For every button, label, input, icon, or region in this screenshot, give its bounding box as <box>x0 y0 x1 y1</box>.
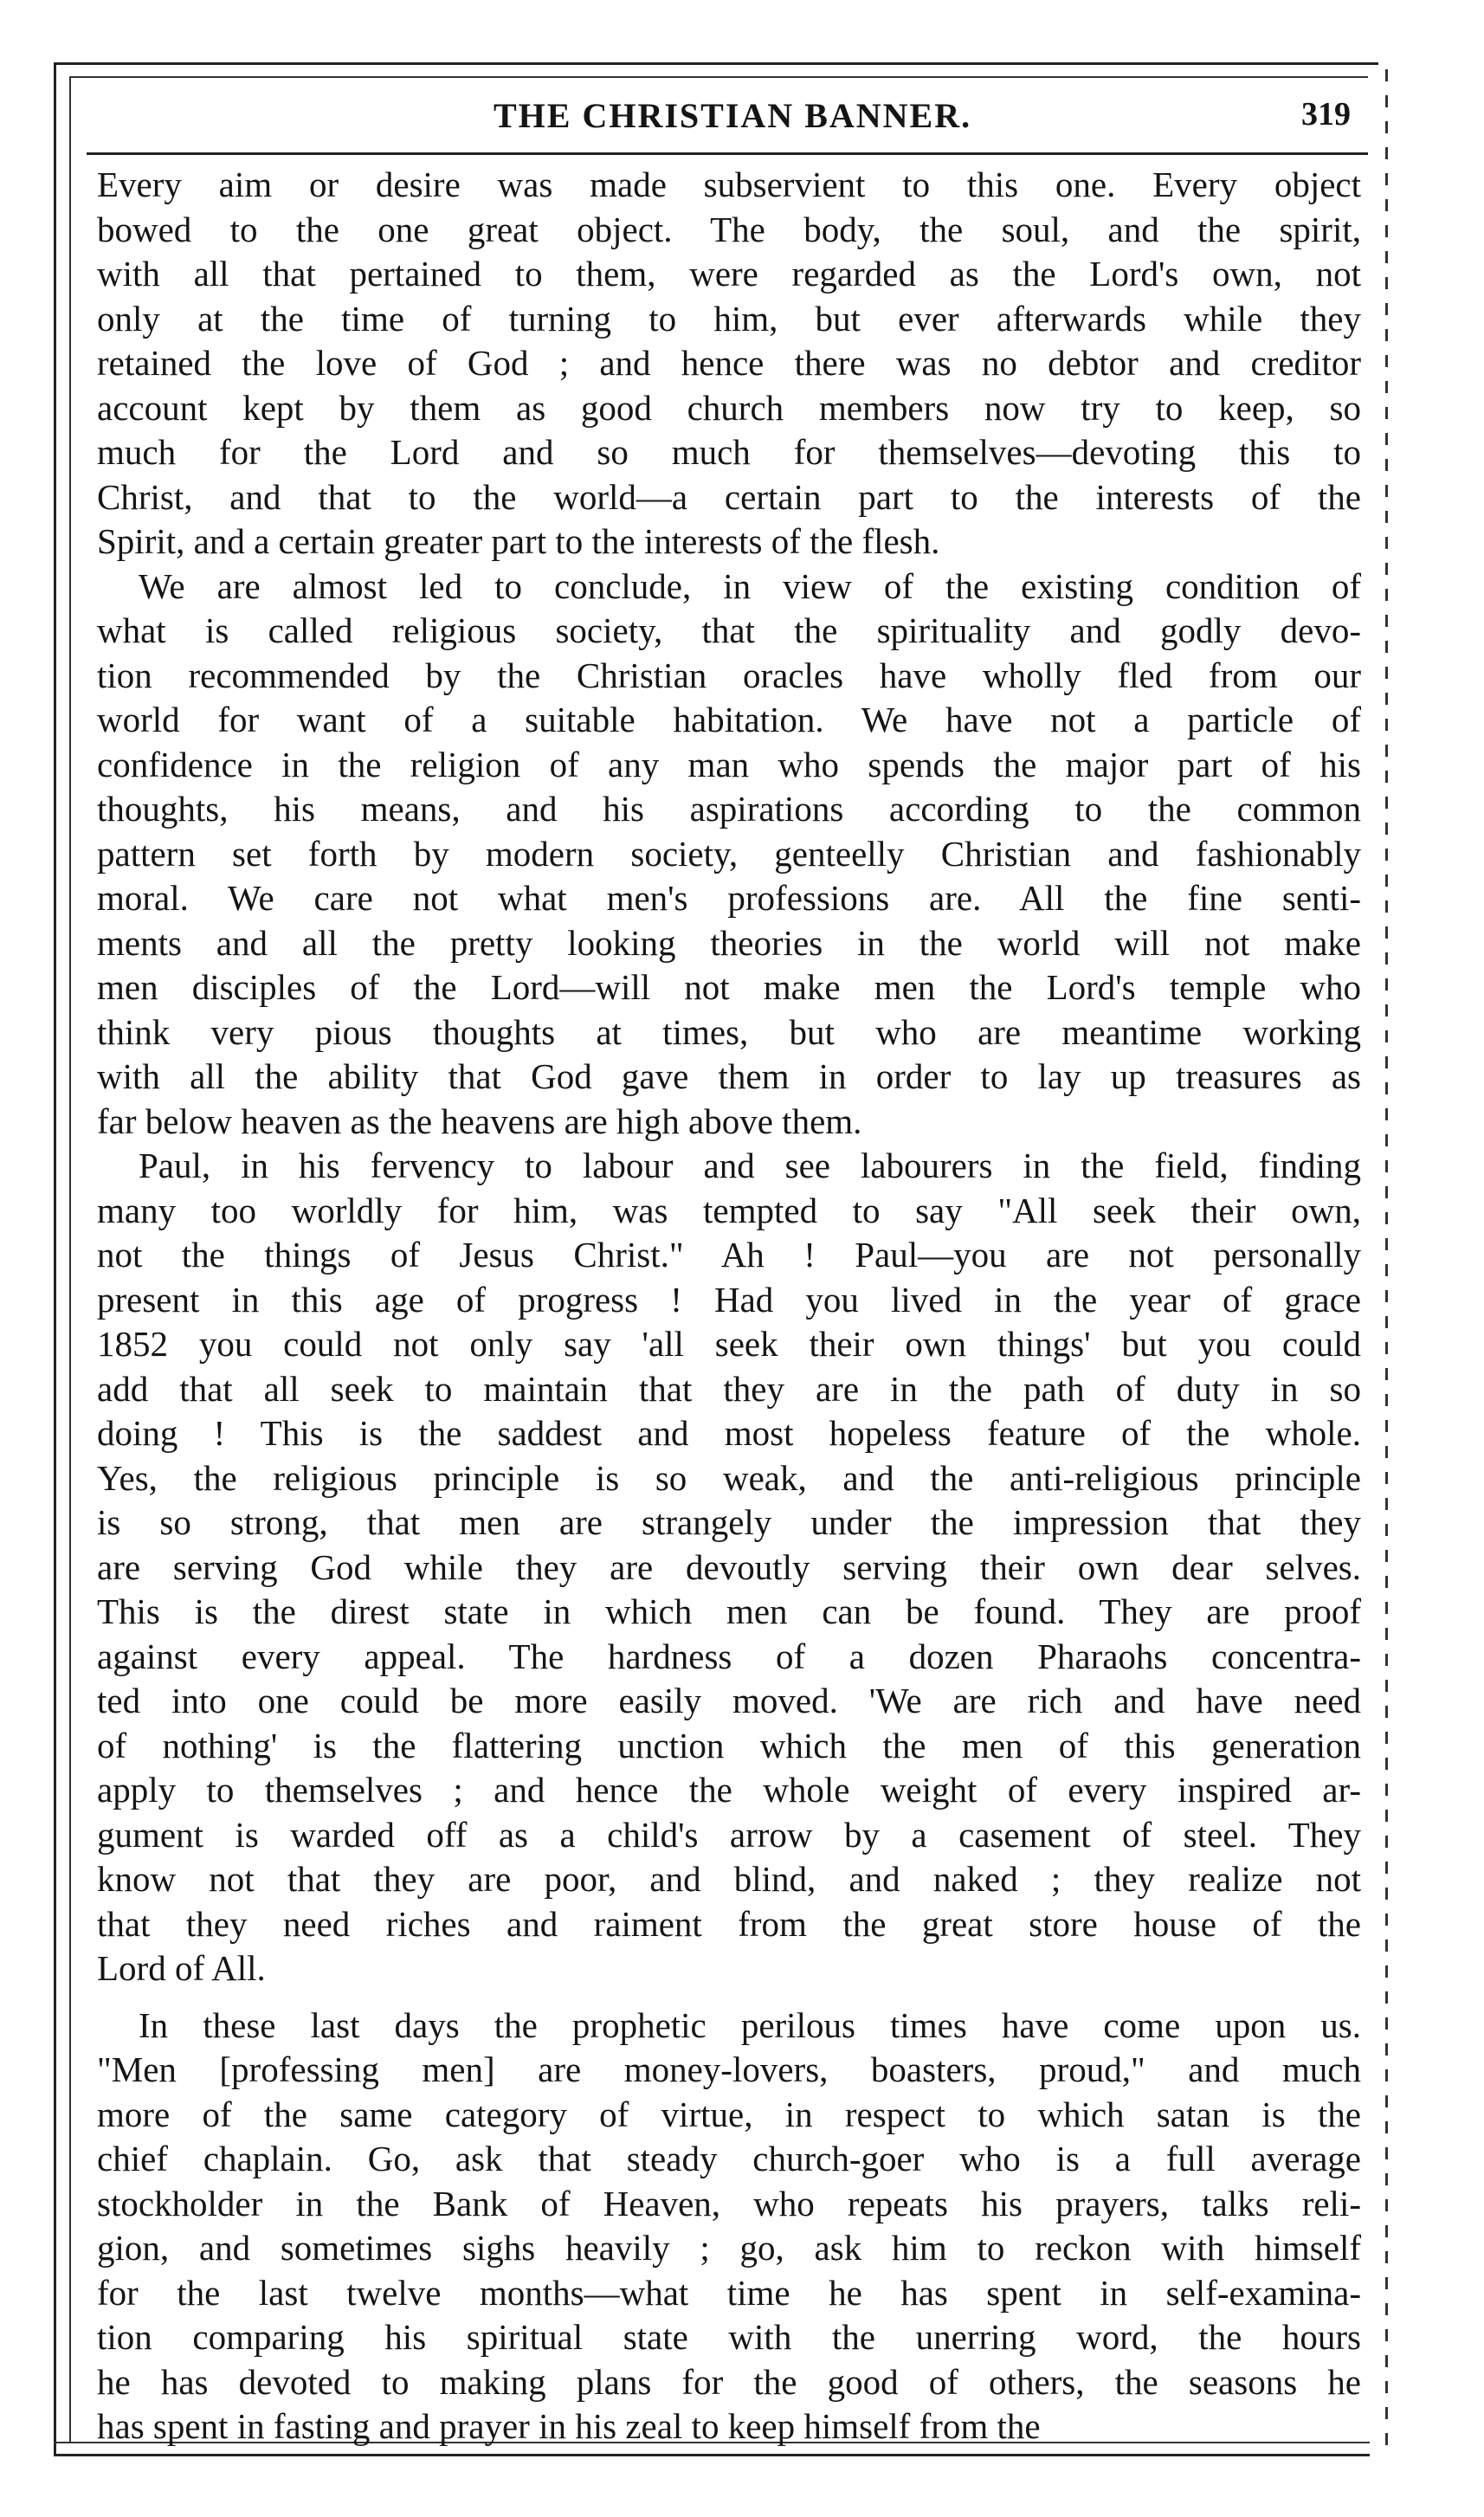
text-line: what is called religious society, that the spirituality and godly devo- <box>97 610 1361 650</box>
text-line: This is the direst state in which men can be found. They are proof <box>97 1591 1361 1631</box>
page-title: THE CHRISTIAN BANNER. <box>494 96 972 135</box>
text-line: bowed to the one great object. The body, the soul, and the spirit, <box>97 209 1361 249</box>
frame-rule-bottom-outer <box>54 2454 1370 2456</box>
text-line: know not that they are poor, and blind, and naked ; they realize not <box>97 1859 1361 1899</box>
text-line: Paul, in his fervency to labour and see labourers in the field, finding <box>139 1146 1361 1185</box>
text-line: ted into one could be more easily moved. 'We are rich and have need <box>97 1681 1361 1720</box>
text-line: 1852 you could not only say 'all seek their own things' but you could <box>97 1324 1361 1364</box>
text-line: world for want of a suitable habitation. We have not a particle of <box>97 700 1361 739</box>
text-line: Christ, and that to the world—a certain part to the interests of the <box>97 476 1361 517</box>
text-line: are serving God while they are devoutly serving their own dear selves. <box>97 1546 1361 1587</box>
text-line: tion comparing his spiritual state with the unerring word, the hours <box>97 2317 1361 2357</box>
frame-rule-top-outer <box>54 62 1378 65</box>
text-line: moral. We care not what men's professions are. All the fine senti- <box>97 878 1361 918</box>
text-line: In these last days the prophetic perilous times have come upon us. <box>139 2004 1361 2045</box>
text-line: only at the time of turning to him, but ever afterwards while they <box>97 298 1361 339</box>
text-line: Lord of All. <box>97 1948 266 1988</box>
text-line: tion recommended by the Christian oracles have wholly fled from our <box>97 655 1361 695</box>
text-line: far below heaven as the heavens are high above them. <box>97 1100 862 1141</box>
frame-rule-right-dashed <box>1385 69 1388 2450</box>
text-line: has spent in fasting and prayer in his zeal to keep himself from the <box>97 2406 1041 2446</box>
text-line: doing ! This is the saddest and most hopeless feature of the whole. <box>97 1413 1361 1453</box>
text-line: gument is warded off as a child's arrow by a casement of steel. They <box>97 1814 1361 1855</box>
paragraph-gap <box>97 1991 1361 2004</box>
frame-rule-top-inner <box>69 76 1368 78</box>
text-line: retained the love of God ; and hence there was no debtor and creditor <box>97 343 1361 383</box>
text-line: Spirit, and a certain greater part to the interests of the flesh. <box>97 521 940 561</box>
frame-rule-left-inner <box>69 76 71 2442</box>
text-line: against every appeal. The hardness of a dozen Pharaohs concentra- <box>97 1636 1361 1676</box>
text-line: much for the Lord and so much for themselves—devoting this to <box>97 432 1361 472</box>
text-line: apply to themselves ; and hence the whole weight of every inspired ar- <box>97 1770 1361 1810</box>
text-line: Yes, the religious principle is so weak, and the anti-religious principle <box>97 1457 1361 1498</box>
text-line: Every aim or desire was made subservient to this one. Every object <box>97 165 1361 204</box>
text-line: think very pious thoughts at times, but who are meantime working <box>97 1011 1361 1052</box>
text-line: ments and all the pretty looking theories in the world will not make <box>97 922 1361 963</box>
text-line: is so strong, that men are strangely under the impression that they <box>97 1502 1361 1542</box>
text-line: for the last twelve months—what time he has spent in self-examina- <box>97 2272 1361 2313</box>
frame-rule-left-outer <box>54 62 56 2454</box>
paragraph <box>97 1144 1361 1991</box>
text-line: thoughts, his means, and his aspirations according to the common <box>97 789 1361 829</box>
text-line: more of the same category of virtue, in respect to which satan is the <box>97 2094 1361 2134</box>
text-line: We are almost led to conclude, in view of the existing condition of <box>139 565 1361 606</box>
text-line: stockholder in the Bank of Heaven, who repeats his prayers, talks reli- <box>97 2183 1361 2223</box>
header-rule <box>87 152 1368 155</box>
text-line: "Men [professing men] are money-lovers, boasters, proud," and much <box>97 2049 1361 2089</box>
text-line: chief chaplain. Go, ask that steady church-goer who is a full average <box>97 2139 1361 2178</box>
text-line: gion, and sometimes sighs heavily ; go, ask him to reckon with himself <box>97 2228 1361 2268</box>
text-line: many too worldly for him, was tempted to say "All seek their own, <box>97 1190 1361 1230</box>
page-number: 319 <box>1301 96 1351 132</box>
text-line: men disciples of the Lord—will not make men the Lord's temple who <box>97 967 1361 1007</box>
article-body <box>97 163 1361 2449</box>
text-line: of nothing' is the flattering unction which the men of this generation <box>97 1725 1361 1765</box>
paragraph <box>97 163 1361 565</box>
text-line: present in this age of progress ! Had you lived in the year of grace <box>97 1279 1361 1320</box>
text-line: account kept by them as good church members now try to keep, so <box>97 387 1361 428</box>
text-line: with all the ability that God gave them in order to lay up treasures as <box>97 1056 1361 1096</box>
running-header <box>95 92 1368 144</box>
paragraph <box>97 565 1361 1145</box>
text-line: he has devoted to making plans for the good of others, the seasons he <box>97 2361 1361 2402</box>
paragraph <box>97 2004 1361 2449</box>
text-line: confidence in the religion of any man who spends the major part of his <box>97 744 1361 784</box>
text-line: that they need riches and raiment from the great store house of the <box>97 1903 1361 1944</box>
text-line: pattern set forth by modern society, genteelly Christian and fashionably <box>97 833 1361 874</box>
text-line: with all that pertained to them, were regarded as the Lord's own, not <box>97 254 1361 294</box>
text-line: not the things of Jesus Christ." Ah ! Paul—you are not personally <box>97 1235 1361 1275</box>
text-line: add that all seek to maintain that they are in the path of duty in so <box>97 1368 1361 1409</box>
